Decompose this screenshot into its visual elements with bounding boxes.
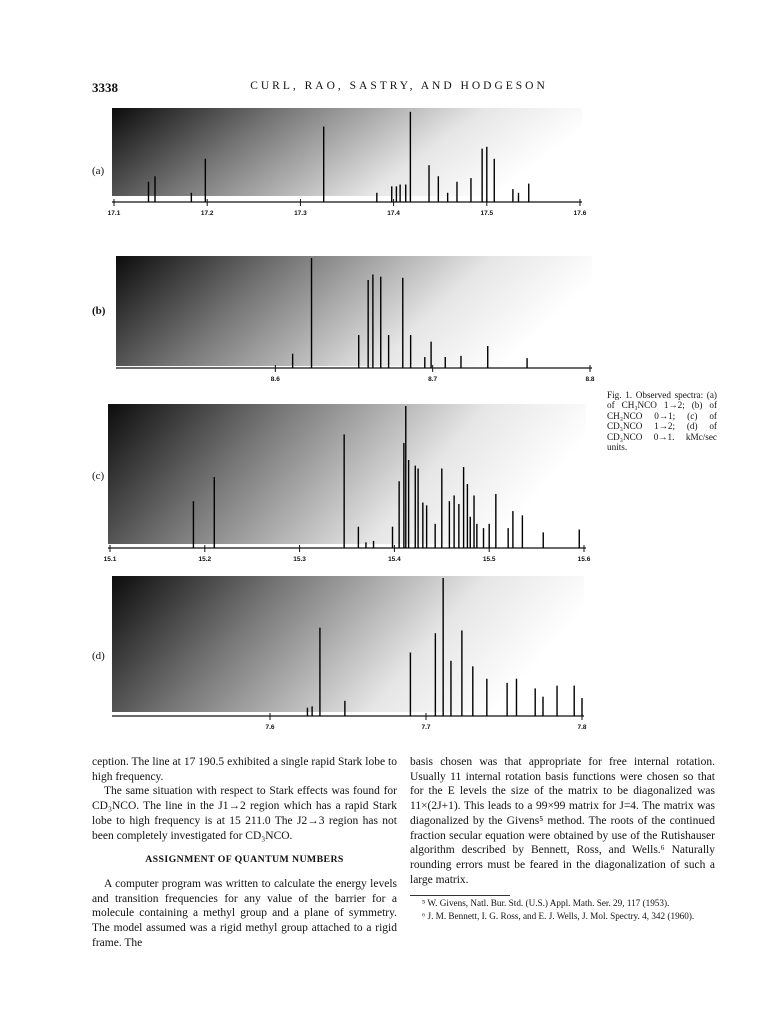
spectrum-panel-d bbox=[112, 576, 592, 730]
tick-label-c: 15.3 bbox=[293, 556, 306, 563]
left-paragraph-1: ception. The line at 17 190.5 exhibited a single rapid Stark lobe to high frequency. bbox=[92, 756, 397, 783]
footnote-5: ⁵ W. Givens, Natl. Bur. Std. (U.S.) Appl. Math. Ser. 29, 117 (1953). bbox=[422, 898, 670, 909]
spectrum-svg-d bbox=[112, 576, 592, 730]
tick-label-d: 7.8 bbox=[577, 724, 587, 731]
section-heading: ASSIGNMENT OF QUANTUM NUMBERS bbox=[145, 854, 344, 866]
spectrum-panel-b bbox=[116, 256, 596, 388]
tick-label-b: 8.8 bbox=[585, 376, 595, 383]
tick-label-c: 15.2 bbox=[198, 556, 212, 563]
spectrum-panel-c bbox=[103, 404, 592, 563]
tick-label-c: 15.4 bbox=[388, 556, 401, 563]
tick-label-a: 17.4 bbox=[387, 210, 400, 217]
tick-label-a: 17.1 bbox=[107, 210, 121, 217]
tick-label-a: 17.5 bbox=[480, 210, 494, 217]
tick-label-a: 17.3 bbox=[294, 210, 307, 217]
tick-label-a: 17.2 bbox=[200, 210, 214, 217]
panel-label-d: (d) bbox=[92, 650, 105, 662]
tick-label-b: 8.6 bbox=[270, 376, 280, 383]
spectrum-svg-b bbox=[116, 256, 596, 388]
footnote-6: ⁶ J. M. Bennett, I. G. Ross, and E. J. Wells, J. Mol. Spectry. 4, 342 (1960). bbox=[422, 911, 695, 922]
left-paragraph-2: The same situation with respect to Stark effects was found for CD₃NCO. The line in the J1→2 region which has a rapid Stark lobe to high frequency is at 15 211.0 The J2→3 region has not been completely investigated for CD₃NCO. bbox=[92, 785, 397, 842]
panel-label-a: (a) bbox=[92, 165, 105, 177]
tick-label-c: 15.5 bbox=[482, 556, 496, 563]
tick-label-c: 15.6 bbox=[577, 556, 591, 563]
figure-caption: Fig. 1. Observed spectra: (a) of CH₃NCO 1→2; (b) of CH₃NCO 0→1; (c) of CD₃NCO 1→2; (d) of CD₃NCO 0→1. kMc/sec units. bbox=[607, 390, 717, 453]
right-column bbox=[410, 755, 715, 922]
spectrum-svg-c bbox=[103, 404, 592, 563]
tick-label-d: 7.7 bbox=[421, 724, 431, 731]
tick-label-d: 7.6 bbox=[265, 724, 275, 731]
right-paragraph-1: basis chosen was that appropriate for free internal rotation. Usually 11 internal rotation basis functions were chosen so that for the E levels the size of the matrix to be diagonalized was 11×(2J+1). This leads to a 99×99 matrix for J=4. The matrix was diagonalized by the Givens⁵ method. The roots of the continued fraction secular equation were obtained by use of the Rutishauser algorithm described by Bennett, Ross, and Wells.⁶ Naturally rounding errors must be feared in the diagonalization of such a large matrix. bbox=[410, 756, 715, 886]
panel-label-c: (c) bbox=[92, 470, 105, 482]
footnote-rule bbox=[410, 895, 510, 896]
panel-label-b: (b) bbox=[92, 305, 106, 317]
tick-label-b: 8.7 bbox=[428, 376, 438, 383]
running-head: CURL, RAO, SASTRY, AND HODGESON bbox=[250, 80, 548, 92]
left-paragraph-3: A computer program was written to calculate the energy levels and transition frequencies for any value of the barrier for a molecule containing a methyl group and a plane of symmetry. The model assumed was a rigid methyl group attached to a rigid frame. The bbox=[92, 877, 397, 949]
background-gradient-b bbox=[116, 256, 592, 366]
tick-label-c: 15.1 bbox=[103, 556, 117, 563]
background-gradient-c bbox=[108, 404, 586, 544]
tick-label-a: 17.6 bbox=[573, 210, 587, 217]
left-column bbox=[92, 755, 397, 950]
spectrum-panel-a bbox=[107, 108, 592, 217]
background-gradient-d bbox=[112, 576, 584, 712]
background-gradient-a bbox=[112, 108, 582, 196]
page-number: 3338 bbox=[92, 80, 118, 95]
spectrum-svg-a bbox=[107, 108, 592, 217]
